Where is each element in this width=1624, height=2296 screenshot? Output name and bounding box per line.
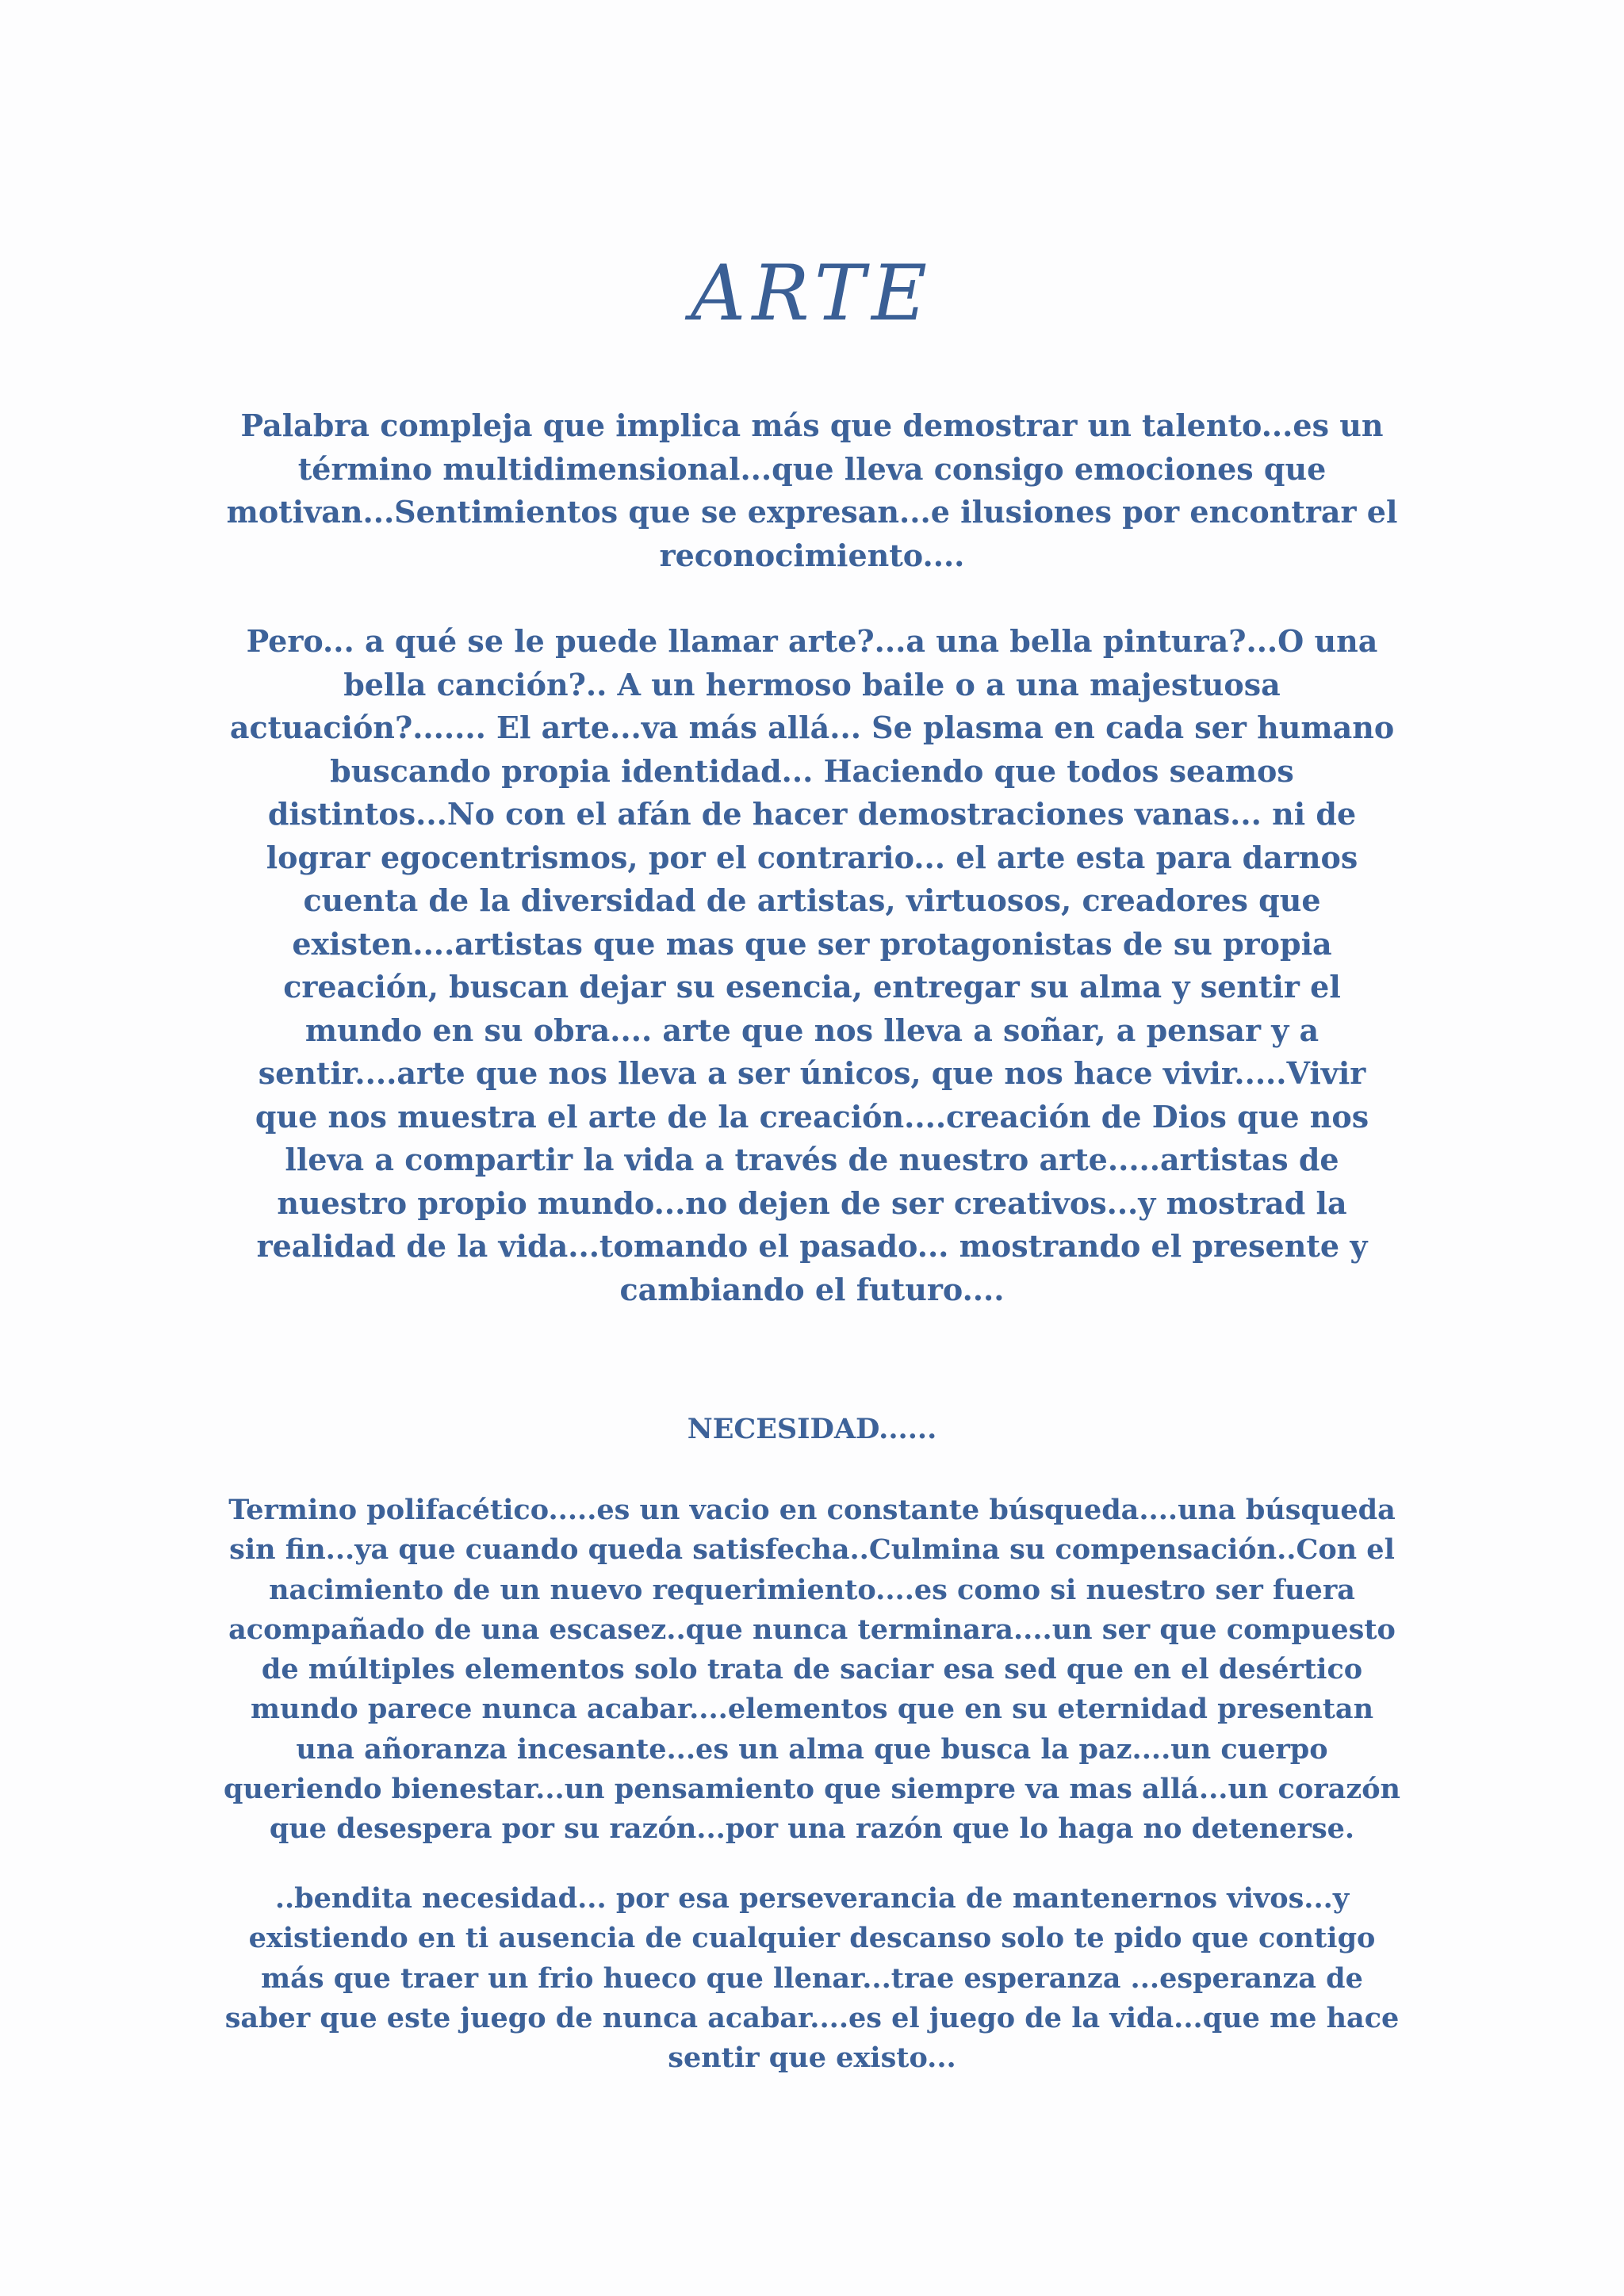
paragraph-necesidad: Termino polifacético.....es un vacio en constante búsqueda....una búsqueda sin fin...ya que cuando queda satisfecha..Culmina su compensación..Con el nacimiento de un nuevo requerimiento....es como si nuestro ser fuera acompañado de una escasez..que nunca terminara....un ser que compuesto de múltiples elementos solo trata de saciar esa sed que en el desértico mundo parece nunca acabar....elementos que en su eternidad presentan una añoranza incesante...es un alma que busca la paz....un cuerpo queriendo bienestar...un pensamiento que siempre va mas allá...un corazón que desespera por su razón...por una razón que lo haga no detenerse.	[224, 1494, 1400, 1846]
section-heading-necesidad: NECESIDAD......	[687, 1413, 937, 1445]
paragraph-intro: Palabra compleja que implica más que demostrar un talento...es un término multidimensional...que lleva consigo emociones que motivan...Sentimientos que se expresan...e ilusiones por encontrar el reconocimiento....	[226, 408, 1398, 573]
paragraph-bendita-necesidad: ..bendita necesidad... por esa perseverancia de mantenernos vivos...y existiendo en ti ausencia de cualquier descanso solo te pido que contigo más que traer un frio hueco que llenar...trae esperanza ...esperanza de saber que este juego de nunca acabar....es el juego de la vida...que me hace sentir que existo...	[224, 1882, 1400, 2075]
paragraph-arte: Pero... a qué se le puede llamar arte?...a una bella pintura?...O una bella canción?.. A un hermoso baile o a una majestuosa actuación?....... El arte...va más allá... Se plasma en cada ser humano buscando propia identidad... Haciendo que todos seamos distintos...No con el afán de hacer demostraciones vanas... ni de lograr egocentrismos, por el contrario... el arte esta para darnos cuenta de la diversidad de artistas, virtuosos, creadores que existen....artistas que mas que ser protagonistas de su propia creación, buscan dejar su esencia, entregar su alma y sentir el mundo en su obra.... arte que nos lleva a soñar, a pensar y a sentir....arte que nos lleva a ser únicos, que nos hace vivir.....Vivir que nos muestra el arte de la creación....creación de Dios que nos lleva a compartir la vida a través de nuestro arte.....artistas de nuestro propio mundo...no dejen de ser creativos...y mostrad la realidad de la vida...tomando el pasado... mostrando el presente y cambiando el futuro....	[229, 623, 1395, 1307]
document-title: ARTE	[690, 249, 934, 338]
